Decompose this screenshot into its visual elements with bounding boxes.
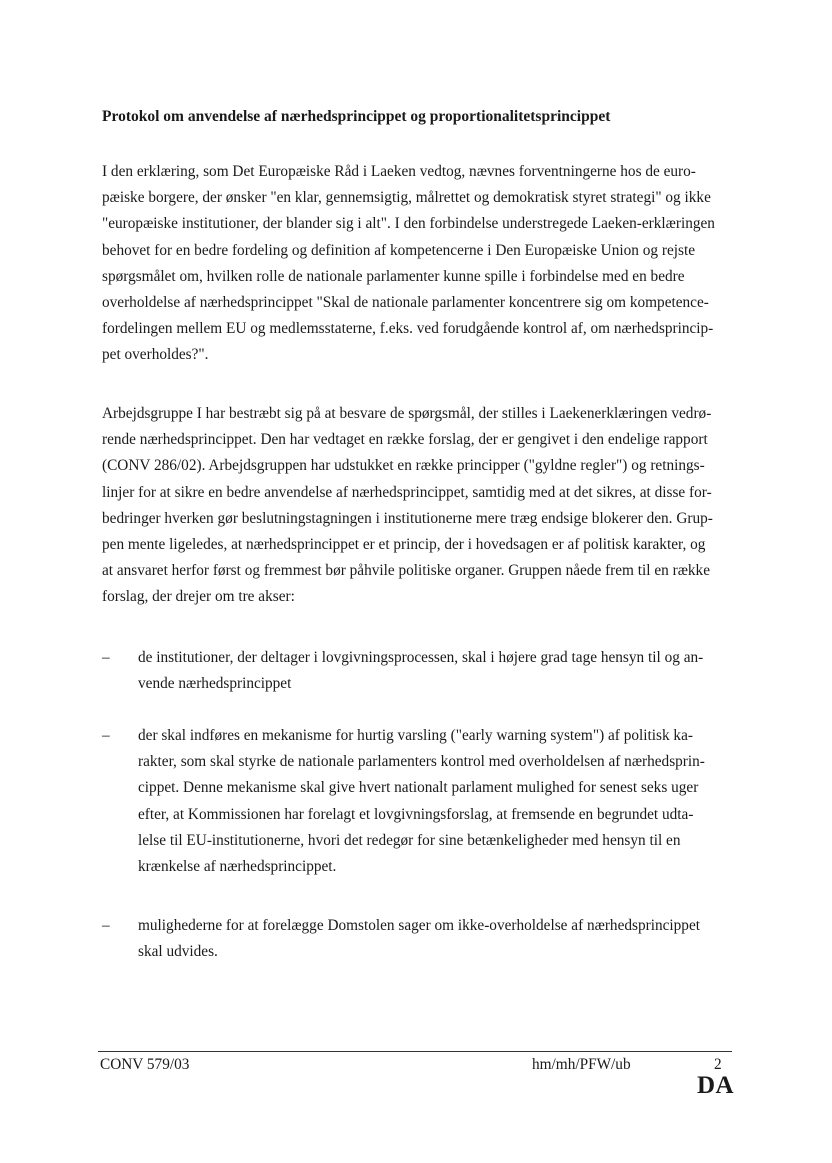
footer-reference: CONV 579/03 bbox=[100, 1056, 190, 1073]
paragraph-line: bedringer hverken gør beslutningstagningen i institutionerne mere træg endsige blokerer den. Grup- bbox=[102, 509, 713, 527]
language-code: DA bbox=[697, 1072, 735, 1099]
bullet-dash: – bbox=[102, 649, 110, 666]
bullet-line: mulighederne for at forelægge Domstolen sager om ikke-overholdelse af nærhedsprincippet bbox=[138, 917, 700, 934]
document-title: Protokol om anvendelse af nærhedsprincippet og proportionalitetsprincippet bbox=[102, 108, 611, 125]
paragraph-line: fordelingen mellem EU og medlemsstaterne, f.eks. ved forudgående kontrol af, om nærhedsprincip- bbox=[102, 320, 714, 338]
bullet-dash: – bbox=[102, 727, 110, 744]
bullet-line: lelse til EU-institutionerne, hvori det redegør for sine betænkeligheder med hensyn til en bbox=[138, 831, 681, 849]
paragraph-line: spørgsmålet om, hvilken rolle de nationale parlamenter kunne spille i forbindelse med en bedre bbox=[102, 267, 685, 285]
paragraph-line: at ansvaret herfor først og fremmest bør påhvile politiske organer. Gruppen nåede frem til en række bbox=[102, 562, 710, 580]
footer-initials: hm/mh/PFW/ub bbox=[532, 1056, 631, 1073]
footer-divider bbox=[98, 1051, 732, 1052]
paragraph-2 bbox=[102, 401, 730, 611]
paragraph-line: overholdelse af nærhedsprincippet "Skal de nationale parlamenter koncentrere sig om kompetence- bbox=[102, 294, 709, 312]
bullet-line: rakter, som skal styrke de nationale parlamenters kontrol med overholdelsen af nærhedsprin- bbox=[138, 753, 705, 771]
paragraph-line: "europæiske institutioner, der blander sig i alt". I den forbindelse understregede Laeken-erklæringen bbox=[102, 215, 715, 233]
bullet-line: der skal indføres en mekanisme for hurtig varsling ("early warning system") af politisk ka- bbox=[138, 727, 693, 744]
bullet-text bbox=[138, 723, 730, 880]
bullet-line: de institutioner, der deltager i lovgivningsprocessen, skal i højere grad tage hensyn til og an- bbox=[138, 649, 704, 666]
bullet-line: efter, at Kommissionen har forelagt et lovgivningsforslag, at fremsende en begrundet udta- bbox=[138, 805, 694, 823]
bullet-line: vende nærhedsprincippet bbox=[138, 675, 292, 693]
paragraph-line: linjer for at sikre en bedre anvendelse af nærhedsprincippet, samtidig med at det sikres, at disse for- bbox=[102, 483, 712, 501]
paragraph-line: Arbejdsgruppe I har bestræbt sig på at besvare de spørgsmål, der stilles i Laekenerklæringen vedrø- bbox=[102, 405, 712, 422]
bullet-dash: – bbox=[102, 917, 110, 934]
paragraph-line: I den erklæring, som Det Europæiske Råd i Laeken vedtog, nævnes forventningerne hos de euro- bbox=[102, 163, 696, 180]
paragraph-line: forslag, der drejer om tre akser: bbox=[102, 588, 295, 606]
paragraph-1 bbox=[102, 159, 730, 369]
paragraph-line: pet overholdes?". bbox=[102, 346, 209, 364]
bullet-line: skal udvides. bbox=[138, 943, 218, 961]
bullet-text bbox=[138, 645, 730, 697]
paragraph-line: behovet for en bedre fordeling og definition af kompetencerne i Den Europæiske Union og rejste bbox=[102, 241, 695, 259]
paragraph-line: pæiske borgere, der ønsker "en klar, gennemsigtig, målrettet og demokratisk styret strategi" og ikke bbox=[102, 189, 711, 207]
paragraph-line: pen mente ligeledes, at nærhedsprincippet er et princip, der i hovedsagen er af politisk karakter, og bbox=[102, 536, 706, 554]
paragraph-line: rende nærhedsprincippet. Den har vedtaget en række forslag, der er gengivet i den endelige rapport bbox=[102, 431, 708, 449]
bullet-line: krænkelse af nærhedsprincippet. bbox=[138, 858, 337, 876]
paragraph-line: (CONV 286/02). Arbejdsgruppen har udstukket en række principper ("gyldne regler") og retnings- bbox=[102, 457, 705, 475]
bullet-line: cippet. Denne mekanisme skal give hvert nationalt parlament mulighed for senest seks uger bbox=[138, 779, 699, 797]
bullet-text bbox=[138, 913, 730, 965]
page-number: 2 bbox=[714, 1056, 722, 1073]
